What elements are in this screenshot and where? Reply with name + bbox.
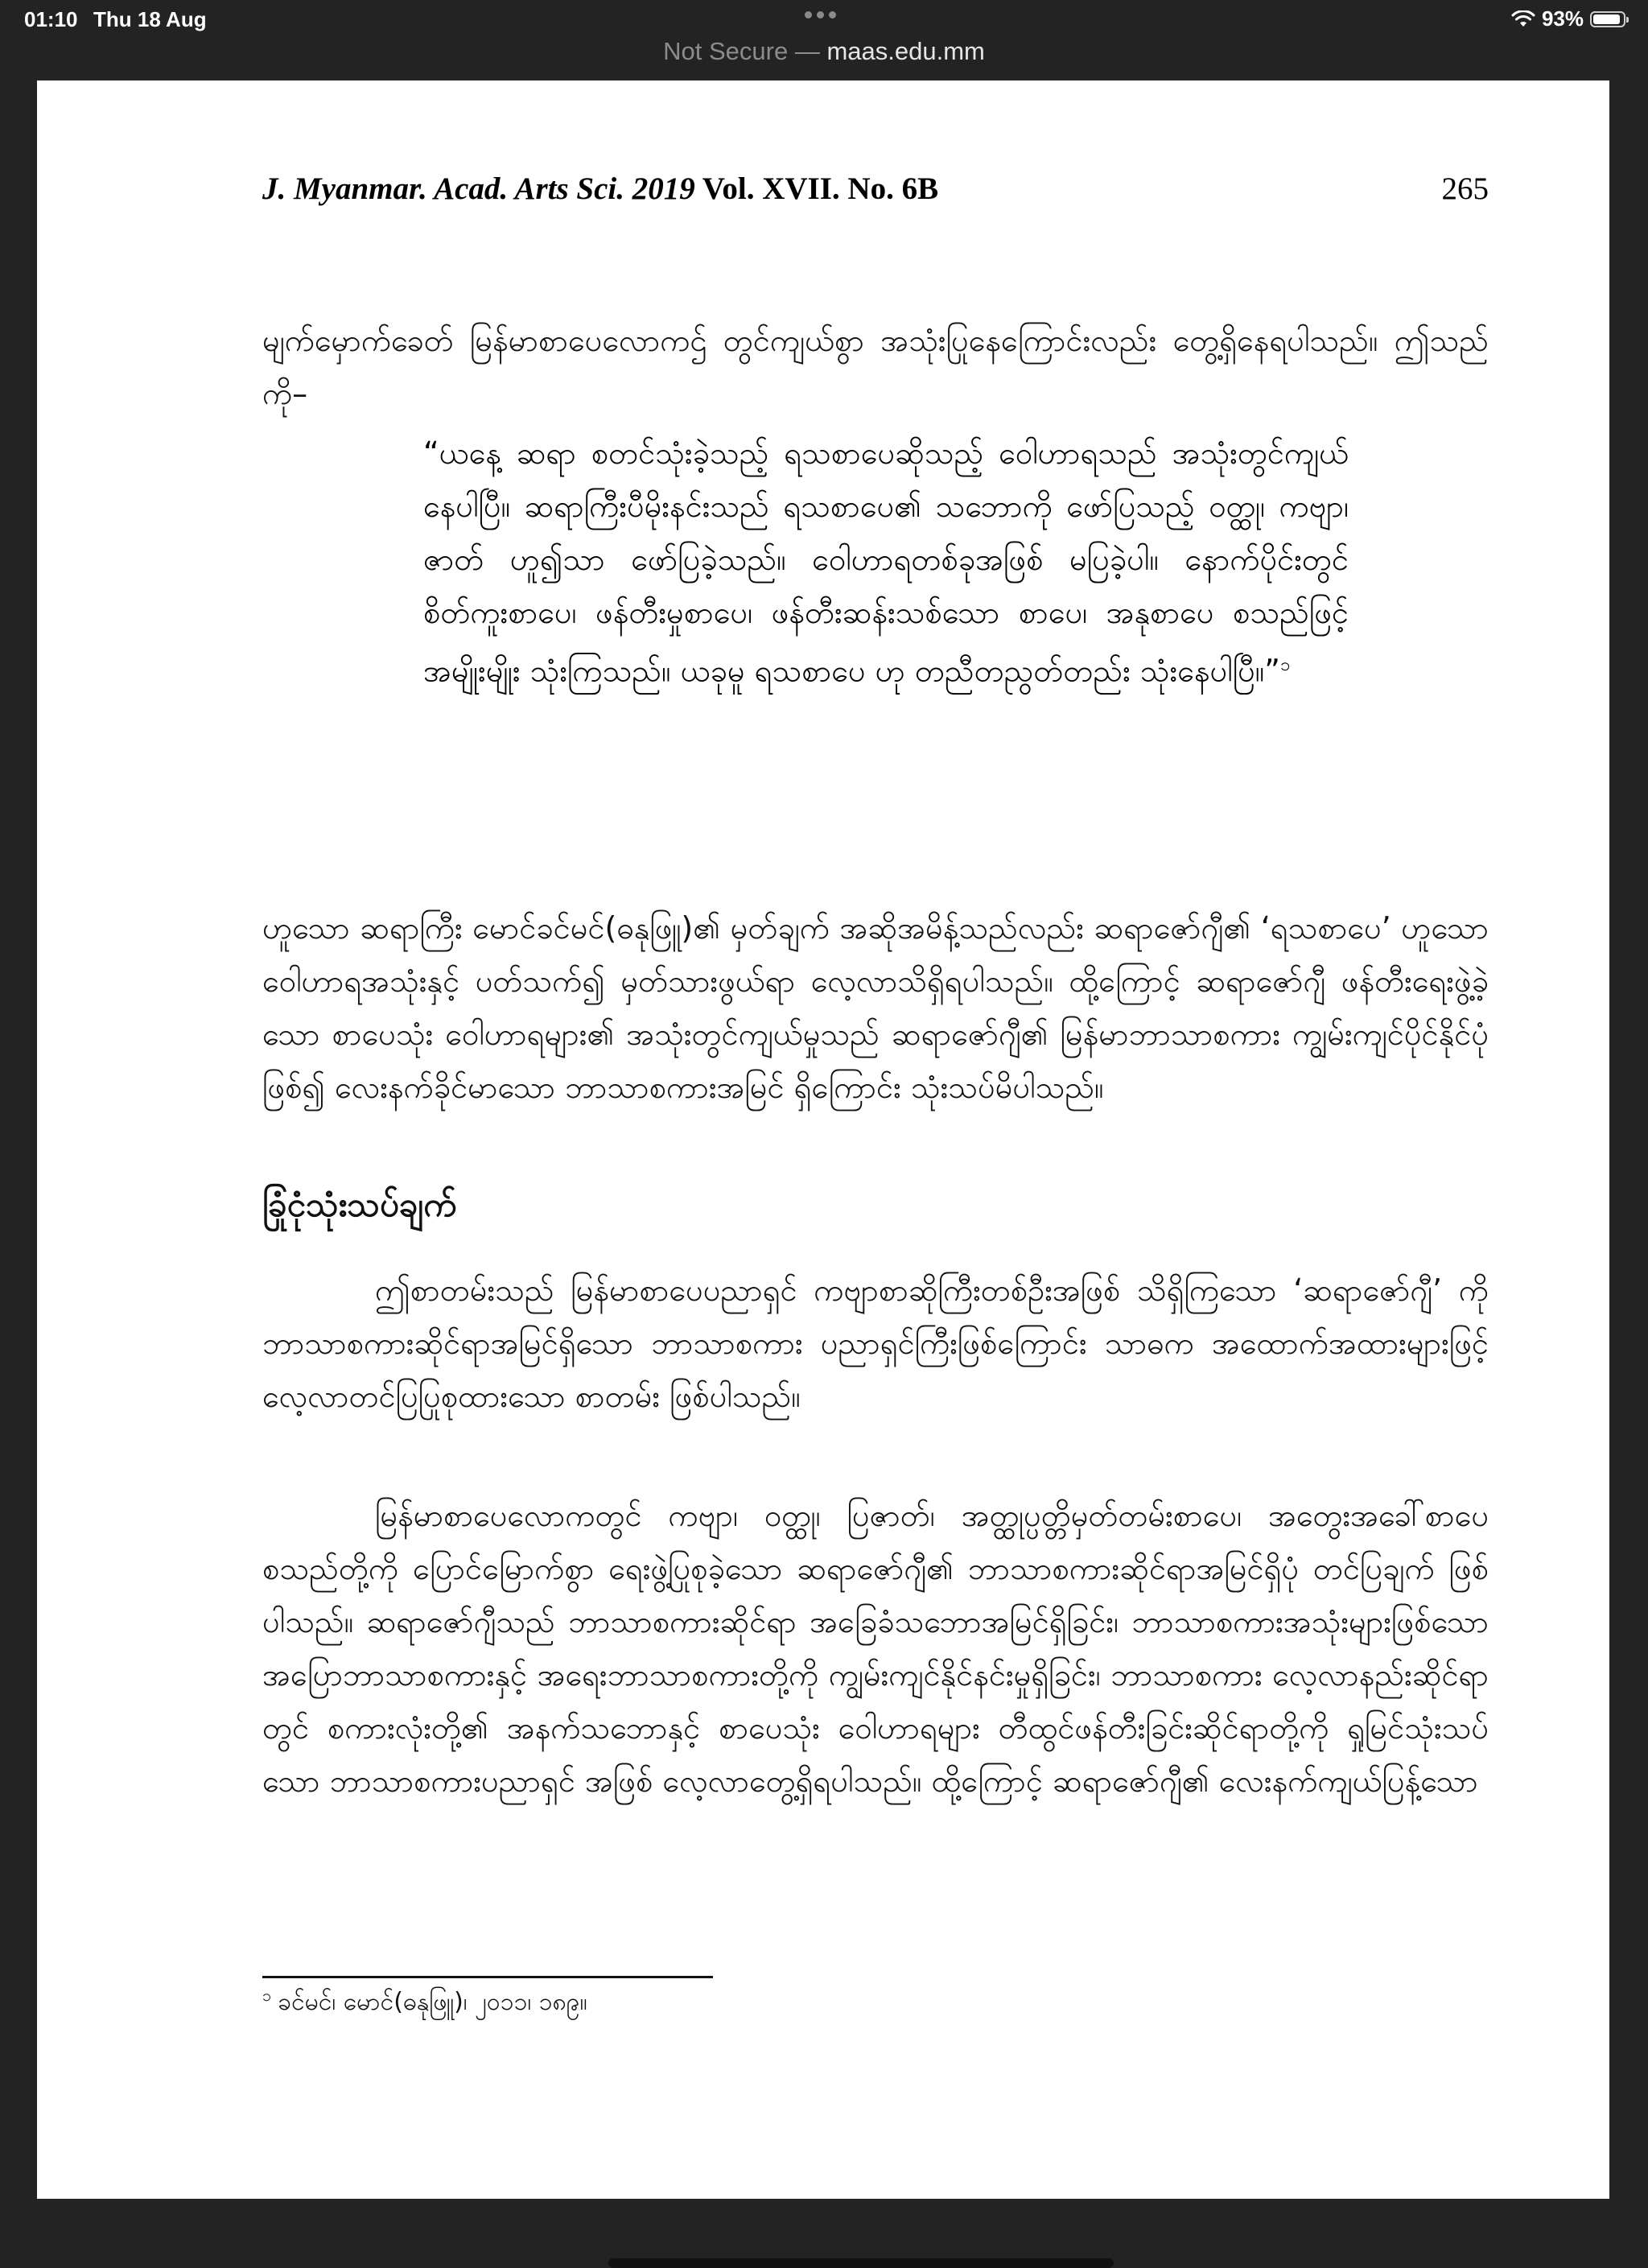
- address-bar[interactable]: [0, 35, 1648, 77]
- journal-volume: Vol. XVII. No. 6B: [694, 171, 939, 206]
- section-heading: ခြုံငုံသုံးသပ်ချက်: [262, 1185, 457, 1224]
- status-bar: [0, 0, 1648, 39]
- paragraph-2: ဟူသော ဆရာကြီး မောင်ခင်မင်(ဓနုဖြူ)၏ မှတ်ချက် အဆိုအမိန့်သည်လည်း ဆရာဇော်ဂျီ၏ ‘ရသစာပေ’ ဟူသော ဝေါဟာရအသုံးနှင့် ပတ်သက်၍ မှတ်သားဖွယ်ရာ လေ့လာသိရှိရပါသည်။ ထို့ကြောင့် ဆရာဇော်ဂျီ ဖန်တီးရေးဖွဲ့ခဲ့သော စာပေသုံး ဝေါဟာရများ၏ အသုံးတွင်ကျယ်မှုသည် ဆရာဇော်ဂျီ၏ မြန်မာဘာသာစကား ကျွမ်းကျင်ပိုင်နိုင်ပုံဖြစ်၍ လေးနက်ခိုင်မာသော ဘာသာစကားအမြင် ရှိကြောင်း သုံးသပ်မိပါသည်။: [262, 910, 1489, 1105]
- quote-text: [423, 427, 1349, 698]
- status-date: Thu 18 Aug: [93, 7, 207, 31]
- quote-body: “ယနေ့ ဆရာ စတင်သုံးခဲ့သည့် ရသစာပေဆိုသည့် ဝေါဟာရသည် အသုံးတွင်ကျယ်နေပါပြီ။ ဆရာကြီးပီမိုးနင်းသည် ရသစာပေ၏ သဘောကို ဖော်ပြသည့် ဝတ္ထု၊ ကဗျာ၊ ဇာတ် ဟူ၍သာ ဖော်ပြခဲ့သည်။ ဝေါဟာရတစ်ခုအဖြစ် မပြခဲ့ပါ။ နောက်ပိုင်းတွင် စိတ်ကူးစာပေ၊ ဖန်တီးမှုစာပေ၊ ဖန်တီးဆန်းသစ်သော စာပေ၊ အနုစာပေ စသည်ဖြင့် အမျိုးမျိုး သုံးကြသည်။ ယခုမူ ရသစာပေ ဟု တညီတညွတ်တည်း သုံးနေပါပြီ။”: [423, 435, 1349, 689]
- not-secure-label: Not Secure: [663, 37, 789, 65]
- footnote-marker: ၁: [262, 1986, 272, 2005]
- journal-name: J. Myanmar. Acad. Arts Sci. 2019: [262, 171, 695, 206]
- more-options-icon[interactable]: [805, 11, 836, 19]
- paragraph-4: မြန်မာစာပေလောကတွင် ကဗျာ၊ ဝတ္ထု၊ ပြဇာတ်၊ အတ္ထုပ္ပတ္တိမှတ်တမ်းစာပေ၊ အတွေးအခေါ်စာပေ စသည်တို့ကို ပြောင်မြောက်စွာ ရေးဖွဲ့ပြုစုခဲ့သော ဆရာဇော်ဂျီ၏ ဘာသာစကားဆိုင်ရာအမြင်ရှိပုံ တင်ပြချက် ဖြစ်ပါသည်။ ဆရာဇော်ဂျီသည် ဘာသာစကားဆိုင်ရာ အခြေခံသဘောအမြင်ရှိခြင်း၊ ဘာသာစကားအသုံးများဖြစ်သော အပြောဘာသာစကားနှင့် အရေးဘာသာစကားတို့ကို ကျွမ်းကျင်နိုင်နင်းမှုရှိခြင်း၊ ဘာသာစကား လေ့လာနည်းဆိုင်ရာတွင် စကားလုံးတို့၏ အနက်သဘောနှင့် စာပေသုံး ဝေါဟာရများ တီထွင်ဖန်တီးခြင်းဆိုင်ရာတို့ကို ရှုမြင်သုံးသပ်သော ဘာသာစကားပညာရှင် အဖြစ် လေ့လာတွေ့ရှိရပါသည်။ ထို့ကြောင့် ဆရာဇော်ဂျီ၏ လေးနက်ကျယ်ပြန့်သော: [262, 1498, 1489, 1799]
- journal-citation: [262, 171, 938, 207]
- status-time: 01:10: [24, 7, 78, 31]
- journal-header: [262, 171, 1489, 216]
- block-quote: [423, 427, 1349, 698]
- wifi-icon: [1511, 10, 1535, 28]
- document-page: [37, 80, 1609, 2199]
- address-host: maas.edu.mm: [826, 37, 985, 65]
- footnote: [262, 1985, 587, 2022]
- footnote-text: ခင်မင်၊ မောင်(ဓနုဖြူ)၊ ၂၀၁၁၊ ၁၈၉။: [278, 1988, 587, 2016]
- page-number: 265: [1441, 171, 1489, 206]
- footnote-divider: [262, 1976, 713, 1978]
- battery-fill: [1593, 14, 1620, 24]
- quote-footnote-marker: ၁: [1279, 655, 1291, 675]
- paragraph-1: မျက်မှောက်ခေတ် မြန်မာစာပေလောကဌ် တွင်ကျယ်စွာ အသုံးပြုနေကြောင်းလည်း တွေ့ရှိနေရပါသည်။ ဤသည်ကို–: [262, 323, 1489, 411]
- address-separator: —: [788, 37, 827, 65]
- home-indicator[interactable]: [608, 2258, 1114, 2268]
- battery-percentage: 93%: [1541, 6, 1584, 31]
- battery-icon: [1590, 11, 1625, 27]
- paragraph-3: ဤစာတမ်းသည် မြန်မာစာပေပညာရှင် ကဗျာစာဆိုကြီးတစ်ဦးအဖြစ် သိရှိကြသော ‘ဆရာဇော်ဂျီ’ ကို ဘာသာစကားဆိုင်ရာအမြင်ရှိသော ဘာသာစကား ပညာရှင်ကြီးဖြစ်ကြောင်း သာဓက အထောက်အထားများဖြင့် လေ့လာတင်ပြပြုစုထားသော စာတမ်း ဖြစ်ပါသည်။: [262, 1272, 1489, 1414]
- status-indicators: [1511, 6, 1625, 31]
